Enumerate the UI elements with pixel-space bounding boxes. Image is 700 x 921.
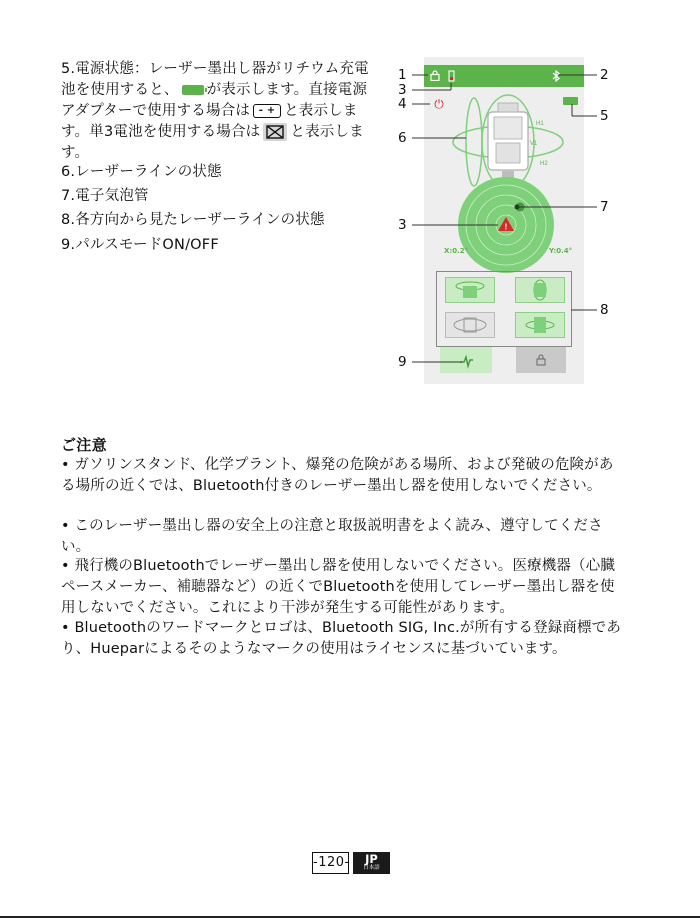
h2-line-label: H2 xyxy=(540,161,548,167)
item-9-pulse-mode: 9.パルスモードON/OFF xyxy=(61,237,219,253)
item-5-text-b: が表示します。直接電源アダプターで使用する場合は xyxy=(61,82,368,119)
caution-heading: ご注意 xyxy=(61,436,107,454)
callout-3-bubble: 3 xyxy=(398,217,407,233)
language-name: 日本語 xyxy=(363,865,380,871)
callout-lines xyxy=(0,0,700,400)
item-6-laser-status: 6.レーザーラインの状態 xyxy=(61,164,222,180)
callout-9: 9 xyxy=(398,354,407,370)
callout-2: 2 xyxy=(600,67,609,83)
caution-bullet-2: • このレーザー墨出し器の安全上の注意と取扱説明書をよく読み、遵守してください。 xyxy=(61,518,603,555)
item-8-line-views: 8.各方向から見たレーザーラインの状態 xyxy=(61,212,325,228)
power-icon[interactable]: ⏻ xyxy=(434,97,444,111)
caution-bullet-1: • ガソリンスタンド、化学プラント、爆発の危険がある場所、および発破の危険がある場所の近くでは、Bluetooth付きのレーザー墨出し器を使用しないでください。 xyxy=(61,457,614,494)
tilt-y-readout: Y:0.4° xyxy=(549,247,573,255)
svg-text:!: ! xyxy=(504,222,508,232)
caution-bullet-4: • Bluetoothのワードマークとロゴは、Bluetooth SIG, Inc.が所有する登録商標であり、Hueparによるそのようなマークの使用はライセンスに基づいています。 xyxy=(61,620,621,657)
tilt-x-readout: X:0.2° xyxy=(444,247,469,255)
callout-7: 7 xyxy=(600,199,609,215)
adapter-plug-icon: - + xyxy=(253,104,281,118)
callout-1: 1 xyxy=(398,67,407,83)
callout-3: 3 xyxy=(398,82,407,98)
language-badge xyxy=(353,852,390,874)
bottom-divider xyxy=(0,916,700,918)
item-5-text-d: と表示します。 xyxy=(61,124,364,161)
callout-6: 6 xyxy=(398,130,407,146)
callout-4: 4 xyxy=(398,96,407,112)
caution-bullet-3: • 飛行機のBluetoothでレーザー墨出し器を使用しないでください。医療機器（心臓ペースメーカー、補聴器など）の近くでBluetoothを使用してレーザー墨出し器を使用しないでください。これにより干渉が発生する可能性があります。 xyxy=(61,558,615,616)
item-5-text-c: と表示します。単3電池を使用する場合は xyxy=(61,103,358,140)
callout-5: 5 xyxy=(600,108,609,124)
item-5-text-a: 5.電源状態：レーザー墨出し器がリチウム充電池を使用すると、 xyxy=(61,61,369,98)
v1-line-label: V1 xyxy=(530,141,538,147)
h1-line-label: H1 xyxy=(536,121,544,127)
callout-8: 8 xyxy=(600,302,609,318)
item-7-electronic-bubble: 7.電子気泡管 xyxy=(61,188,149,204)
language-code: JP xyxy=(365,852,378,866)
page-number: -120- xyxy=(312,852,349,874)
